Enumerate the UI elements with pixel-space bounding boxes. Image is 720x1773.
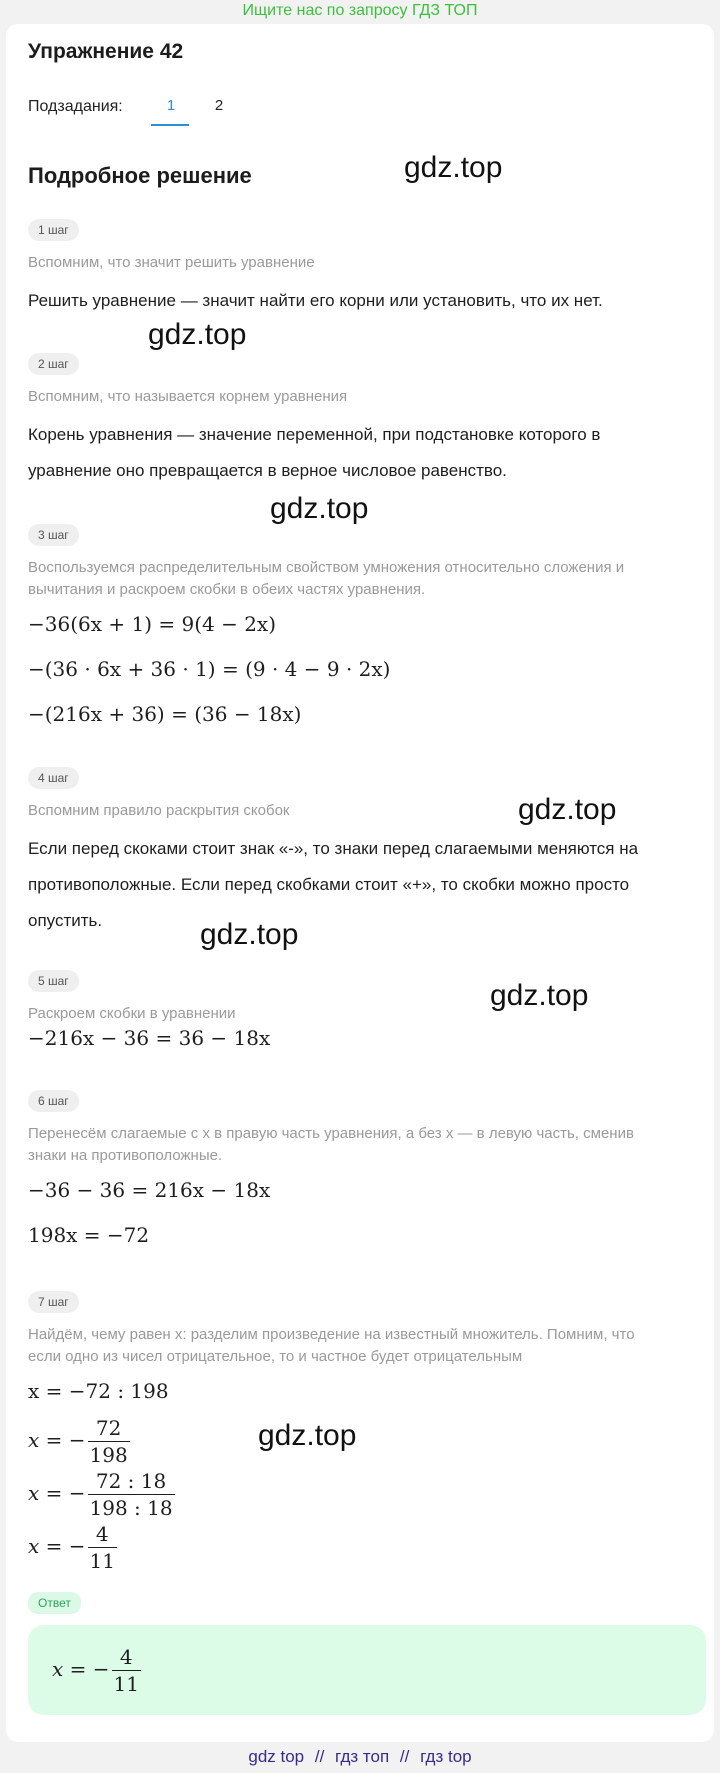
step-text-line: опустить.	[28, 911, 103, 930]
step-hint-line: если одно из чисел отрицательное, то и частное будет отрицательным	[28, 1348, 523, 1365]
step-hint-line: Воспользуемся распределительным свойством умножения относительно сложения и	[28, 559, 625, 576]
solution-heading: Подробное решение	[28, 163, 252, 188]
step-hint: Вспомним, что называется корнем уравнения	[28, 388, 348, 405]
subtask-tab-2[interactable]: 2	[214, 97, 224, 114]
math-line: −(36 · 6x + 36 · 1) = (9 · 4 − 9 · 2x)	[28, 657, 391, 681]
promo-banner: Ищите нас по запросу ГДЗ ТОП	[242, 2, 478, 19]
answer-badge: Ответ	[28, 1592, 81, 1614]
fraction-denominator: 198 : 18	[89, 1496, 173, 1520]
step-text: Решить уравнение — значит найти его корни или установить, что их нет.	[28, 291, 603, 310]
math-line: −36 − 36 = 216x − 18x	[28, 1178, 271, 1202]
fraction-numerator: 72	[88, 1415, 130, 1442]
fraction-numerator: 4	[88, 1521, 117, 1548]
active-tab-indicator	[151, 124, 189, 126]
step-hint-line: Найдём, чему равен x: разделим произведение на известный множитель. Помним, что	[28, 1326, 635, 1343]
math-line: −216x − 36 = 36 − 18x	[28, 1026, 271, 1050]
step-badge: 2 шаг	[28, 353, 79, 375]
math-line: 198x = −72	[28, 1223, 150, 1247]
step-text-line: Если перед скоками стоит знак «-», то знаки перед слагаемыми меняются на	[28, 839, 639, 858]
step-badge: 1 шаг	[28, 219, 79, 241]
watermark: gdz.top	[490, 979, 589, 1012]
fraction-numerator: 72 : 18	[88, 1468, 175, 1495]
math-fraction-line: x = − $\frac{4}{11}$	[28, 1522, 115, 1573]
fraction-denominator: 11	[89, 1549, 115, 1573]
step-text-line: Корень уравнения — значение переменной, при подстановке которого в	[28, 425, 601, 444]
math-line: x = −72 : 198	[28, 1379, 169, 1403]
watermark: gdz.top	[200, 918, 299, 951]
watermark: gdz.top	[404, 151, 503, 184]
fraction-denominator: 198	[89, 1443, 128, 1467]
step-badge: 7 шаг	[28, 1291, 79, 1313]
step-hint: Вспомним, что значит решить уравнение	[28, 254, 315, 271]
watermark: gdz.top	[148, 318, 247, 351]
subtask-tab-1[interactable]: 1	[166, 97, 176, 114]
fraction-denominator: 11	[113, 1672, 139, 1696]
math-line: −(216x + 36) = (36 − 18x)	[28, 702, 302, 726]
step-hint-line: вычитания и раскроем скобки в обеих частях уравнения.	[28, 581, 426, 598]
answer-math: x = − $\frac{4}{11}$	[52, 1645, 139, 1696]
step-text-line: уравнение оно превращается в верное числовое равенство.	[28, 461, 507, 480]
footer-link[interactable]: gdz top	[248, 1747, 305, 1766]
footer-link[interactable]: гдз топ	[335, 1747, 390, 1766]
step-hint-line: Перенесём слагаемые с x в правую часть уравнения, а без x — в левую часть, сменив	[28, 1125, 634, 1142]
watermark: gdz.top	[518, 793, 617, 826]
math-fraction-line: x = − $\frac{72 : 18}{198 : 18}$	[28, 1469, 173, 1520]
subtasks-label: Подзадания:	[28, 98, 123, 115]
step-text-line: противоположные. Если перед скобками стоит «+», то скобки можно просто	[28, 875, 630, 894]
footer-separator: //	[399, 1747, 410, 1766]
step-badge: 4 шаг	[28, 767, 79, 789]
page-title: Упражнение 42	[28, 40, 184, 63]
step-hint-line: знаки на противоположные.	[28, 1147, 223, 1164]
watermark: gdz.top	[270, 492, 369, 525]
math-line: −36(6x + 1) = 9(4 − 2x)	[28, 612, 277, 636]
watermark: gdz.top	[258, 1419, 357, 1452]
step-badge: 3 шаг	[28, 524, 79, 546]
step-hint: Раскроем скобки в уравнении	[28, 1005, 236, 1022]
footer-separator: //	[314, 1747, 325, 1766]
step-badge: 5 шаг	[28, 970, 79, 992]
step-badge: 6 шаг	[28, 1090, 79, 1112]
footer-link[interactable]: гдз top	[420, 1747, 472, 1766]
math-fraction-line: x = − $\frac{72}{198}$	[28, 1416, 128, 1467]
fraction-numerator: 4	[112, 1644, 141, 1671]
step-hint: Вспомним правило раскрытия скобок	[28, 802, 290, 819]
footer-links	[0, 1747, 720, 1767]
